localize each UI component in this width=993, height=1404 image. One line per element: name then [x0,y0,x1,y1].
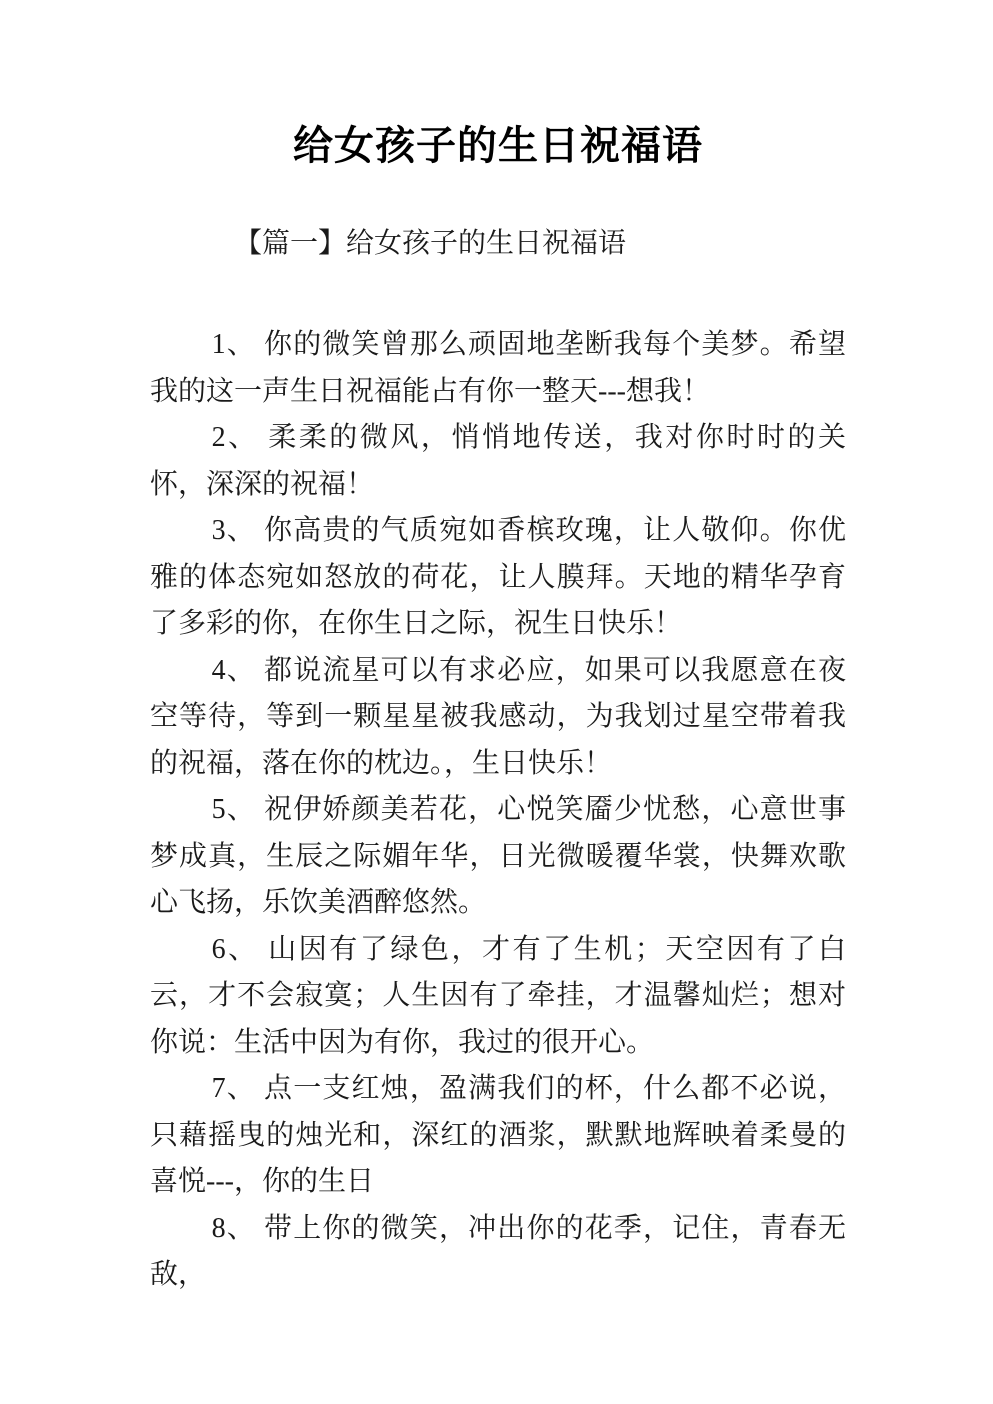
paragraph-4: 4、 都说流星可以有求必应，如果可以我愿意在夜空等待，等到一颗星星被我感动，为我划过星空带着我的祝福，落在你的枕边。，生日快乐！ [150,654,846,779]
paragraph-7: 7、 点一支红烛，盈满我们的杯，什么都不必说，只藉摇曳的烛光和，深红的酒浆，默默地辉映着柔曼的喜悦---，你的生日 [150,1073,846,1197]
paragraph-list [150,322,846,1299]
paragraph-3: 3、 你高贵的气质宛如香槟玫瑰，让人敬仰。你优雅的体态宛如怒放的荷花，让人膜拜。天地的精华孕育了多彩的你，在你生日之际，祝生日快乐！ [150,515,846,639]
document-title: 给女孩子的生日祝福语 [293,124,703,168]
paragraph-8: 8、 带上你的微笑，冲出你的花季，记住，青春无敌， [150,1212,846,1290]
paragraph-5: 5、 祝伊娇颜美若花，心悦笑靥少忧愁，心意世事梦成真，生辰之际媚年华，日光微暖覆华裳，快舞欢歌心飞扬，乐饮美酒醉悠然。 [150,794,846,918]
paragraph-2: 2、 柔柔的微风，悄悄地传送，我对你时时的关怀，深深的祝福！ [150,422,846,500]
paragraph-6: 6、 山因有了绿色，才有了生机；天空因有了白云，才不会寂寞；人生因有了牵挂，才温馨灿烂；想对你说：生活中因为有你，我过的很开心。 [150,933,846,1058]
paragraph-1: 1、 你的微笑曾那么顽固地垄断我每个美梦。希望我的这一声生日祝福能占有你一整天---想我！ [150,329,846,407]
document-content [150,0,846,1299]
section-heading: 【篇一】给女孩子的生日祝福语 [234,228,627,259]
